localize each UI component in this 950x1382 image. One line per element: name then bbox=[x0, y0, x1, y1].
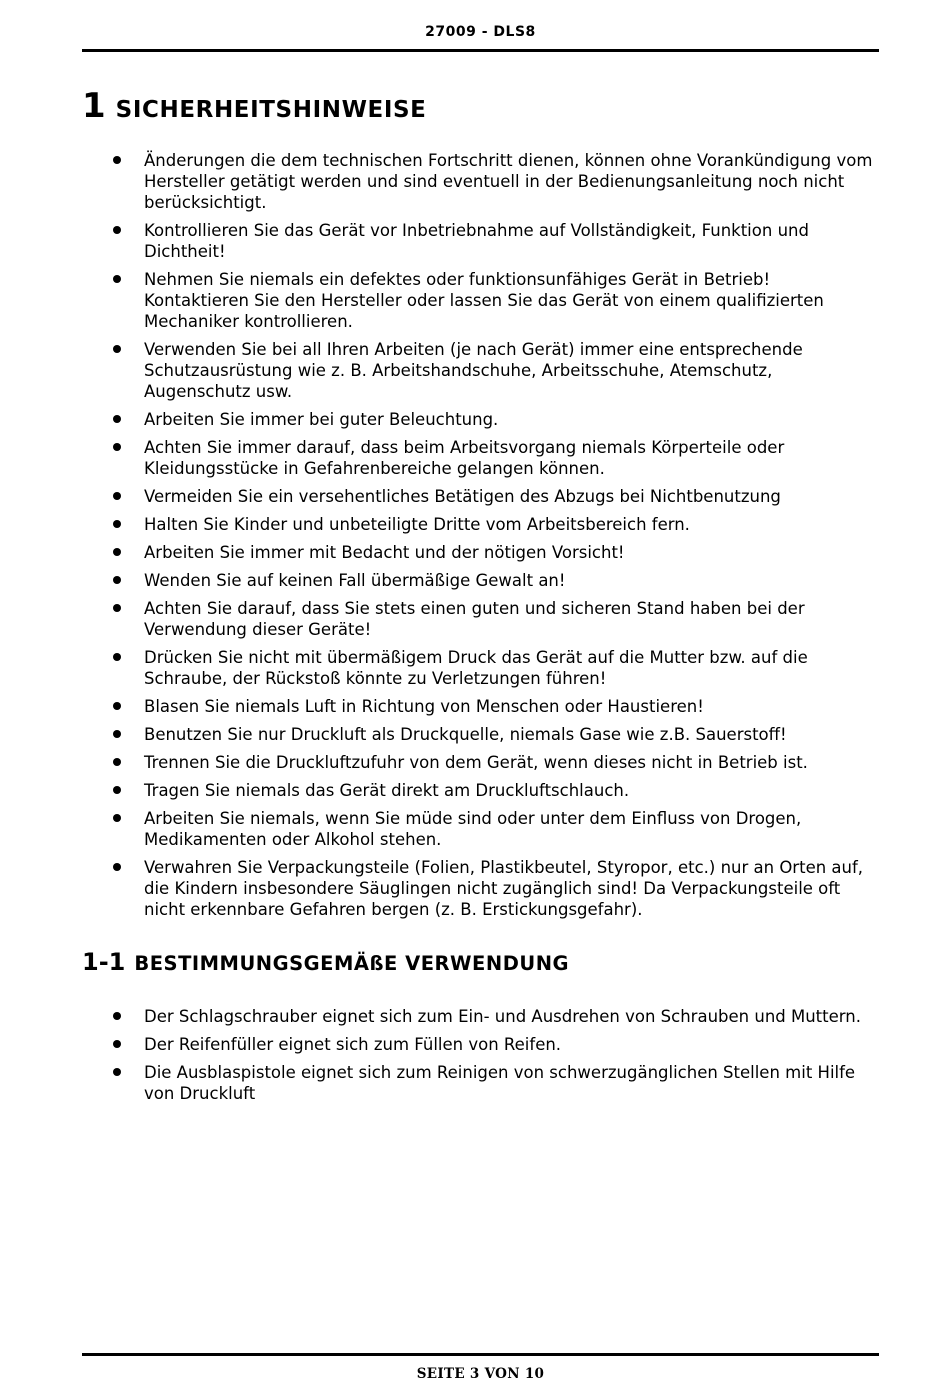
bullet-icon bbox=[113, 415, 121, 423]
list-item bbox=[82, 514, 879, 535]
bullet-icon bbox=[113, 156, 121, 164]
bullet-icon bbox=[113, 443, 121, 451]
list-item bbox=[82, 150, 879, 213]
list-item bbox=[82, 570, 879, 591]
list-item-text: Achten Sie darauf, dass Sie stets einen guten und sicheren Stand haben bei der Verwendung dieser Geräte! bbox=[144, 599, 805, 639]
list-item bbox=[82, 647, 879, 689]
list-item-text: Tragen Sie niemals das Gerät direkt am Druckluftschlauch. bbox=[144, 781, 630, 800]
list-item bbox=[82, 269, 879, 332]
bullet-icon bbox=[113, 576, 121, 584]
list-item-text: Der Schlagschrauber eignet sich zum Ein- und Ausdrehen von Schrauben und Muttern. bbox=[144, 1007, 861, 1026]
bullet-icon bbox=[113, 492, 121, 500]
list-item-text: Der Reifenfüller eignet sich zum Füllen von Reifen. bbox=[144, 1035, 562, 1054]
list-item bbox=[82, 437, 879, 479]
list-item-text: Arbeiten Sie immer bei guter Beleuchtung. bbox=[144, 410, 499, 429]
list-item-text: Arbeiten Sie niemals, wenn Sie müde sind oder unter dem Einfluss von Drogen, Medikamenten oder Alkohol stehen. bbox=[144, 809, 802, 849]
bullet-icon bbox=[113, 863, 121, 871]
list-item bbox=[82, 808, 879, 850]
list-item bbox=[82, 598, 879, 640]
list-item bbox=[82, 724, 879, 745]
list-item-text: Kontrollieren Sie das Gerät vor Inbetriebnahme auf Vollständigkeit, Funktion und Dichtheit! bbox=[144, 221, 809, 261]
list-item-text: Benutzen Sie nur Druckluft als Druckquelle, niemals Gase wie z.B. Sauerstoff! bbox=[144, 725, 787, 744]
page-number: SEITE 3 VON 10 bbox=[416, 1366, 545, 1382]
page-footer bbox=[82, 1353, 879, 1382]
page-header bbox=[82, 22, 879, 52]
bullet-icon bbox=[113, 730, 121, 738]
section-safety-notes bbox=[82, 86, 879, 927]
list-item bbox=[82, 409, 879, 430]
list-item-text: Halten Sie Kinder und unbeteiligte Dritte vom Arbeitsbereich fern. bbox=[144, 515, 690, 534]
bullet-icon bbox=[113, 653, 121, 661]
list-item-text: Wenden Sie auf keinen Fall übermäßige Gewalt an! bbox=[144, 571, 566, 590]
bullet-icon bbox=[113, 1012, 121, 1020]
bullet-icon bbox=[113, 814, 121, 822]
list-item bbox=[82, 486, 879, 507]
list-item bbox=[82, 752, 879, 773]
bullet-icon bbox=[113, 226, 121, 234]
list-item-text: Die Ausblaspistole eignet sich zum Reinigen von schwerzugänglichen Stellen mit Hilfe von Druckluft bbox=[144, 1063, 856, 1103]
section-title: SICHERHEITSHINWEISE bbox=[115, 97, 427, 123]
list-item bbox=[82, 857, 879, 920]
section-heading bbox=[82, 86, 879, 130]
bullet-icon bbox=[113, 702, 121, 710]
section-intended-use bbox=[82, 942, 879, 1111]
safety-notes-list bbox=[82, 150, 879, 920]
bullet-icon bbox=[113, 758, 121, 766]
list-item bbox=[82, 220, 879, 262]
list-item bbox=[82, 1034, 879, 1055]
list-item-text: Verwenden Sie bei all Ihren Arbeiten (je nach Gerät) immer eine entsprechende Schutzausrüstung wie z. B. Arbeitshandschuhe, Arbeitsschuhe, Atemschutz, Augenschutz usw. bbox=[144, 340, 803, 401]
list-item bbox=[82, 542, 879, 563]
list-item-text: Vermeiden Sie ein versehentliches Betätigen des Abzugs bei Nichtbenutzung bbox=[144, 487, 781, 506]
bullet-icon bbox=[113, 1040, 121, 1048]
list-item-text: Achten Sie immer darauf, dass beim Arbeitsvorgang niemals Körperteile oder Kleidungsstücke in Gefahrenbereiche gelangen können. bbox=[144, 438, 785, 478]
section-title: BESTIMMUNGSGEMÄßE VERWENDUNG bbox=[134, 952, 570, 975]
list-item-text: Änderungen die dem technischen Fortschritt dienen, können ohne Vorankündigung vom Hersteller getätigt werden und sind eventuell in der Bedienungsanleitung noch nicht berücksichtigt. bbox=[144, 151, 873, 212]
list-item-text: Drücken Sie nicht mit übermäßigem Druck das Gerät auf die Mutter bzw. auf die Schraube, der Rückstoß könnte zu Verletzungen führen! bbox=[144, 648, 808, 688]
bullet-icon bbox=[113, 786, 121, 794]
list-item bbox=[82, 1062, 879, 1104]
list-item bbox=[82, 339, 879, 402]
list-item bbox=[82, 780, 879, 801]
list-item-text: Arbeiten Sie immer mit Bedacht und der nötigen Vorsicht! bbox=[144, 543, 625, 562]
bullet-icon bbox=[113, 1068, 121, 1076]
list-item-text: Nehmen Sie niemals ein defektes oder funktionsunfähiges Gerät in Betrieb! Kontaktieren Sie den Hersteller oder lassen Sie das Gerät von einem qualifizierten Mechaniker kontrollieren. bbox=[144, 270, 824, 331]
section-number: 1-1 bbox=[82, 948, 126, 976]
bullet-icon bbox=[113, 548, 121, 556]
list-item bbox=[82, 696, 879, 717]
document-title: 27009 - DLS8 bbox=[425, 24, 536, 40]
list-item-text: Trennen Sie die Druckluftzufuhr von dem Gerät, wenn dieses nicht in Betrieb ist. bbox=[144, 753, 808, 772]
bullet-icon bbox=[113, 604, 121, 612]
list-item-text: Verwahren Sie Verpackungsteile (Folien, Plastikbeutel, Styropor, etc.) nur an Orten auf, die Kindern insbesondere Säuglingen nicht zugänglich sind! Da Verpackungsteile oft nicht erkennbare Gefahren bergen (z. B. Erstickungsgefahr). bbox=[144, 858, 864, 919]
list-item-text: Blasen Sie niemals Luft in Richtung von Menschen oder Haustieren! bbox=[144, 697, 704, 716]
intended-use-list bbox=[82, 1006, 879, 1104]
section-number: 1 bbox=[82, 86, 106, 126]
section-heading bbox=[82, 942, 879, 984]
bullet-icon bbox=[113, 275, 121, 283]
bullet-icon bbox=[113, 345, 121, 353]
list-item bbox=[82, 1006, 879, 1027]
bullet-icon bbox=[113, 520, 121, 528]
